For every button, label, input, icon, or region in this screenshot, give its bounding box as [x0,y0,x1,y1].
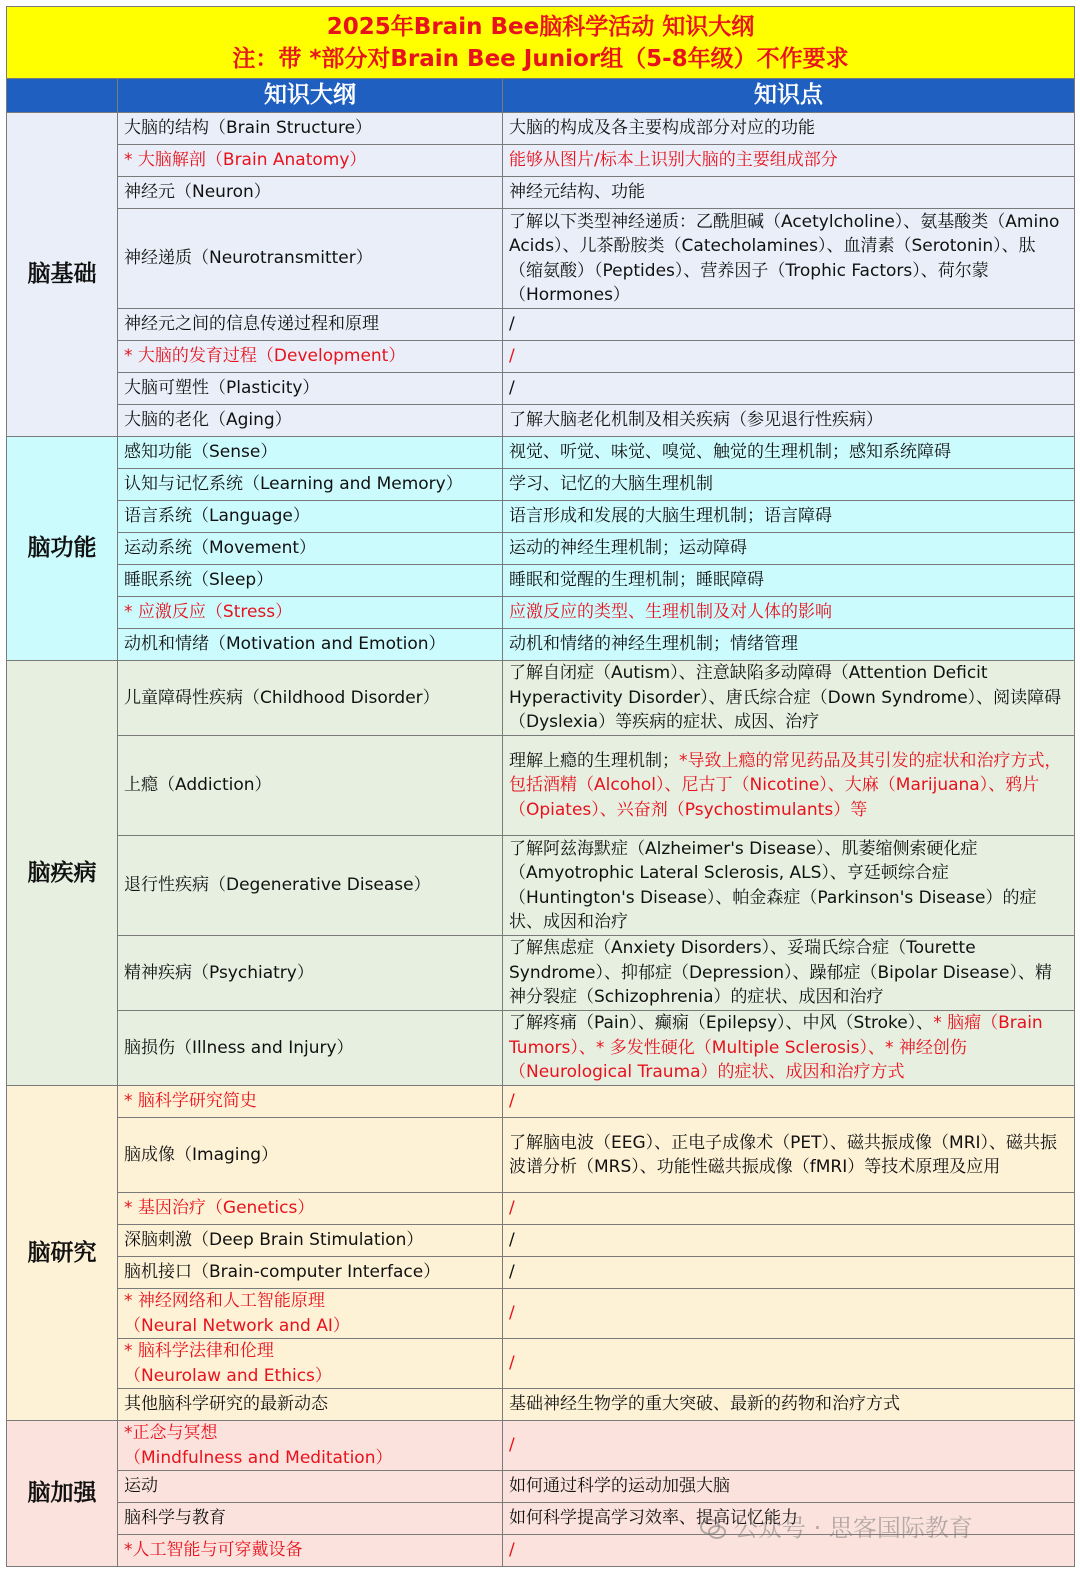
topic-cell: 精神疾病（Psychiatry） [118,936,503,1011]
point-cell: 语言形成和发展的大脑生理机制；语言障碍 [503,501,1075,533]
title-cell [7,7,1075,79]
topic-cell: 深脑刺激（Deep Brain Stimulation） [118,1225,503,1257]
topic-cell: 睡眠系统（Sleep） [118,565,503,597]
topic-line: * 脑科学法律和伦理 [124,1341,274,1361]
category-brain-enhancement: 脑加强 [7,1421,118,1567]
topic-cell: 脑成像（Imaging） [118,1118,503,1193]
point-cell: 基础神经生物学的重大突破、最新的药物和治疗方式 [503,1389,1075,1421]
point-cell: 应激反应的类型、生理机制及对人体的影响 [503,597,1075,629]
topic-cell [118,1289,503,1339]
point-cell: / [503,1257,1075,1289]
topic-line: * 神经网络和人工智能原理 [124,1291,325,1311]
wechat-icon [700,1518,726,1540]
topic-cell: 其他脑科学研究的最新动态 [118,1389,503,1421]
point-cell: 了解以下类型神经递质：乙酰胆碱（Acetylcholine）、氨基酸类（Amino Acids）、儿茶酚胺类（Catecholamines）、血清素（Serotonin）、肽（缩氨酸）（Peptides）、营养因子（Trophic Factors）、荷尔蒙（Hormones） [503,209,1075,309]
topic-cell: 神经元之间的信息传递过程和原理 [118,309,503,341]
point-cell: 了解自闭症（Autism）、注意缺陷多动障碍（Attention Deficit Hyperactivity Disorder）、唐氏综合症（Down Syndrome）、阅读障碍（Dyslexia）等疾病的症状、成因、治疗 [503,661,1075,736]
point-cell: / [503,373,1075,405]
topic-cell: * 大脑解剖（Brain Anatomy） [118,145,503,177]
outline-table [6,6,1075,1567]
topic-cell: *人工智能与可穿戴设备 [118,1535,503,1567]
header-points: 知识点 [503,79,1075,113]
topic-cell: 脑机接口（Brain-computer Interface） [118,1257,503,1289]
category-brain-function: 脑功能 [7,437,118,661]
category-brain-basics: 脑基础 [7,113,118,437]
point-cell: 如何科学提高学习效率、提高记忆能力 [503,1503,1075,1535]
point-cell: 视觉、听觉、味觉、嗅觉、触觉的生理机制；感知系统障碍 [503,437,1075,469]
topic-line-en: （Mindfulness and Meditation） [124,1447,393,1468]
point-cell [503,736,1075,836]
topic-line: *正念与冥想 [124,1423,218,1443]
point-cell: 动机和情绪的神经生理机制；情绪管理 [503,629,1075,661]
point-cell: / [503,1289,1075,1339]
point-cell: / [503,1225,1075,1257]
topic-cell: 儿童障碍性疾病（Childhood Disorder） [118,661,503,736]
point-cell: 大脑的构成及各主要构成部分对应的功能 [503,113,1075,145]
point-text: 了解疼痛（Pain）、癫痫（Epilepsy）、中风（Stroke）、 [509,1013,934,1034]
topic-cell: 退行性疾病（Degenerative Disease） [118,836,503,936]
topic-cell: * 大脑的发育过程（Development） [118,341,503,373]
point-cell: / [503,341,1075,373]
topic-cell [118,1339,503,1389]
topic-cell: 大脑的结构（Brain Structure） [118,113,503,145]
point-cell: / [503,309,1075,341]
point-cell: 了解焦虑症（Anxiety Disorders）、妥瑞氏综合症（Tourette Syndrome）、抑郁症（Depression）、躁郁症（Bipolar Disease）、精神分裂症（Schizophrenia）的症状、成因和治疗 [503,936,1075,1011]
page-title: 2025年Brain Bee脑科学活动 知识大纲 [326,13,755,40]
topic-cell: 脑科学与教育 [118,1503,503,1535]
topic-cell: * 应激反应（Stress） [118,597,503,629]
point-text-red: *导致上瘾的常见药品及其引发的症状和治疗方式，包括酒精（Alcohol）、尼古丁（Nicotine）、大麻（Marijuana）、鸦片（Opiates）、兴奋剂（Psychostimulants）等 [509,750,1062,820]
topic-cell: * 脑科学研究简史 [118,1086,503,1118]
point-cell: 能够从图片/标本上识别大脑的主要组成部分 [503,145,1075,177]
topic-cell: 动机和情绪（Motivation and Emotion） [118,629,503,661]
category-brain-disease: 脑疾病 [7,661,118,1086]
topic-cell: 运动系统（Movement） [118,533,503,565]
point-cell: 学习、记忆的大脑生理机制 [503,469,1075,501]
watermark-text: 公众号 · 思客国际教育 [734,1514,973,1542]
point-cell: / [503,1339,1075,1389]
header-corner [7,79,118,113]
topic-line-en: （Neural Network and AI） [124,1315,350,1336]
point-cell: / [503,1193,1075,1225]
topic-line-en: （Neurolaw and Ethics） [124,1365,332,1386]
topic-cell: * 基因治疗（Genetics） [118,1193,503,1225]
point-cell: 运动的神经生理机制；运动障碍 [503,533,1075,565]
topic-cell: 认知与记忆系统（Learning and Memory） [118,469,503,501]
point-cell: 神经元结构、功能 [503,177,1075,209]
topic-cell: 神经递质（Neurotransmitter） [118,209,503,309]
page-subtitle-note: 注：带 *部分对Brain Bee Junior组（5-8年级）不作要求 [232,45,849,72]
point-cell: / [503,1535,1075,1567]
point-cell: 如何通过科学的运动加强大脑 [503,1471,1075,1503]
topic-cell: 语言系统（Language） [118,501,503,533]
topic-cell [118,1421,503,1471]
watermark [700,1508,973,1543]
topic-cell: 大脑的老化（Aging） [118,405,503,437]
point-cell: 了解大脑老化机制及相关疾病（参见退行性疾病） [503,405,1075,437]
category-brain-research: 脑研究 [7,1086,118,1421]
point-cell: / [503,1086,1075,1118]
point-text-red: * 脑瘤（Brain Tumors）、* 多发性硬化（Multiple Sclerosis）、* 神经创伤（Neurological Trauma）的症状、成因和治疗方式 [509,1013,1043,1083]
topic-cell: 神经元（Neuron） [118,177,503,209]
topic-cell: 运动 [118,1471,503,1503]
point-text: 理解上瘾的生理机制； [509,750,679,771]
outline-sheet [6,6,1074,1567]
topic-cell: 感知功能（Sense） [118,437,503,469]
point-cell: / [503,1421,1075,1471]
topic-cell: 上瘾（Addiction） [118,736,503,836]
topic-cell: 脑损伤（Illness and Injury） [118,1011,503,1086]
point-cell [503,1011,1075,1086]
point-cell: 睡眠和觉醒的生理机制；睡眠障碍 [503,565,1075,597]
point-cell: 了解阿兹海默症（Alzheimer's Disease）、肌萎缩侧索硬化症（Amyotrophic Lateral Sclerosis, ALS）、亨廷顿综合症（Huntington's Disease）、帕金森症（Parkinson's Disease）的症状、成因和治疗 [503,836,1075,936]
topic-cell: 大脑可塑性（Plasticity） [118,373,503,405]
header-outline: 知识大纲 [118,79,503,113]
point-cell: 了解脑电波（EEG）、正电子成像术（PET）、磁共振成像（MRI）、磁共振波谱分析（MRS）、功能性磁共振成像（fMRI）等技术原理及应用 [503,1118,1075,1193]
